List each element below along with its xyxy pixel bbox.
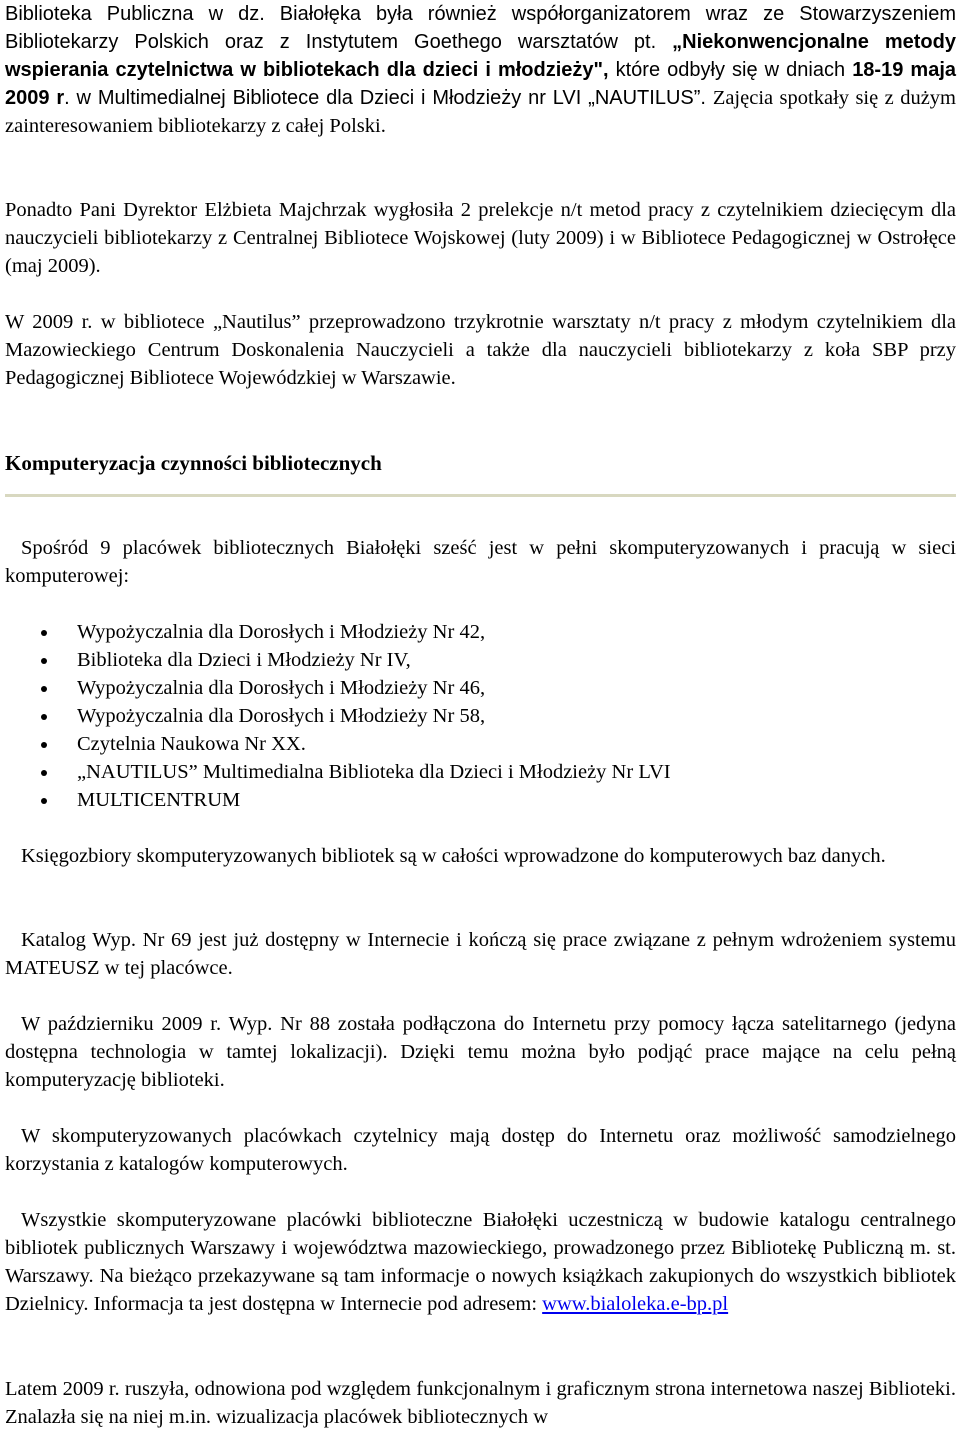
- section-heading: Komputeryzacja czynności bibliotecznych: [5, 451, 382, 475]
- paragraph-workshops-text-4: Zajęcia spotkały się z dużym zainteresowaniem bibliotekarzy z całej Polski.: [5, 87, 956, 137]
- bullet-icon: [41, 714, 47, 720]
- bullet-icon: [41, 798, 47, 804]
- list-item-label: Czytelnia Naukowa Nr XX.: [77, 733, 306, 755]
- list-item: [5, 730, 956, 758]
- paragraph-intro: Spośród 9 placówek bibliotecznych Białołęki sześć jest w pełni skomputeryzowanych i pracują w sieci komputerowej:: [5, 537, 956, 587]
- list-item-label: Wypożyczalnia dla Dorosłych i Młodzieży Nr 46,: [77, 677, 486, 699]
- list-item: [5, 618, 956, 646]
- paragraph-dostep: W skomputeryzowanych placówkach czytelnicy mają dostęp do Internetu oraz możliwość samodzielnego korzystania z katalogów komputerowych.: [5, 1125, 956, 1175]
- list-item-label: „NAUTILUS” Multimedialna Biblioteka dla Dzieci i Młodzieży Nr LVI: [77, 761, 671, 783]
- heading-divider: [5, 494, 956, 497]
- library-list: [5, 618, 956, 814]
- bullet-icon: [41, 658, 47, 664]
- paragraph-katalog-centralny-text: Wszystkie skomputeryzowane placówki biblioteczne Białołęki uczestniczą w budowie katalogu centralnego bibliotek publicznych Warszawy i województwa mazowieckiego, prowadzonego przez Bibliotekę Publiczną m. st. Warszawy. Na bieżąco przekazywane są tam informacje o nowych książkach zakupionych do wszystkich bibliotek Dzielnicy. Informacja ta jest dostępna w Internecie pod adresem:: [5, 1209, 956, 1315]
- paragraph-workshops-text-3: . w Multimedialnej Bibliotece dla Dzieci i Młodzieży nr LVI „NAUTILUS”.: [64, 87, 713, 109]
- paragraph-latem: Latem 2009 r. ruszyła, odnowiona pod względem funkcjonalnym i graficznym strona internetowa naszej Biblioteki. Znalazła się na niej m.in. wizualizacja placówek bibliotecznych w: [5, 1378, 956, 1428]
- paragraph-workshops-text-2: które odbyły się w dniach: [608, 59, 853, 81]
- paragraph-katalog-centralny: [5, 1206, 956, 1318]
- list-item: [5, 758, 956, 786]
- bullet-icon: [41, 630, 47, 636]
- list-item-label: Wypożyczalnia dla Dorosłych i Młodzieży Nr 42,: [77, 621, 486, 643]
- website-link[interactable]: www.bialoleka.e-bp.pl: [542, 1293, 729, 1315]
- paragraph-katalog: Katalog Wyp. Nr 69 jest już dostępny w Internecie i kończą się prace związane z pełnym wdrożeniem systemu MATEUSZ w tej placówce.: [5, 929, 956, 979]
- list-item: [5, 674, 956, 702]
- paragraph-ksiegozbiory: Księgozbiory skomputeryzowanych bibliotek są w całości wprowadzone do komputerowych baz danych.: [21, 845, 886, 867]
- list-item-label: Wypożyczalnia dla Dorosłych i Młodzieży Nr 58,: [77, 705, 486, 727]
- workshop-date: 18-19 maja 2009 r: [5, 59, 956, 109]
- list-item: [5, 702, 956, 730]
- paragraph-nautilus-workshops: W 2009 r. w bibliotece „Nautilus” przeprowadzono trzykrotnie warsztaty n/t pracy z młodym czytelnikiem dla Mazowieckiego Centrum Doskonalenia Nauczycieli a także dla nauczycieli bibliotekarzy z koła SBP przy Pedagogicznej Bibliotece Wojewódzkiej w Warszawie.: [5, 311, 956, 389]
- bullet-icon: [41, 742, 47, 748]
- list-item: [5, 646, 956, 674]
- list-item-label: Biblioteka dla Dzieci i Młodzieży Nr IV,: [77, 649, 411, 671]
- workshop-title: „Niekonwencjonalne metody wspierania czytelnictwa w bibliotekach dla dzieci i młodzieży",: [5, 31, 956, 81]
- bullet-icon: [41, 770, 47, 776]
- paragraph-pazdziernik: W październiku 2009 r. Wyp. Nr 88 została podłączona do Internetu przy pomocy łącza satelitarnego (jedyna dostępna technologia w tamtej lokalizacji). Dzięki temu można było podjąć prace mające na celu pełną komputeryzację biblioteki.: [5, 1013, 956, 1091]
- paragraph-workshops: [5, 0, 956, 140]
- list-item-label: MULTICENTRUM: [77, 789, 241, 811]
- list-item: [5, 786, 956, 814]
- paragraph-workshops-text-1: Biblioteka Publiczna w dz. Białołęka była również współorganizatorem wraz ze Stowarzyszeniem Bibliotekarzy Polskich oraz z Instytutem Goethego warsztatów pt.: [5, 3, 956, 53]
- bullet-icon: [41, 686, 47, 692]
- paragraph-prelekcje: Ponadto Pani Dyrektor Elżbieta Majchrzak wygłosiła 2 prelekcje n/t metod pracy z czytelnikiem dziecięcym dla nauczycieli bibliotekarzy z Centralnej Bibliotece Wojskowej (luty 2009) i w Bibliotece Pedagogicznej w Ostrołęce (maj 2009).: [5, 199, 956, 277]
